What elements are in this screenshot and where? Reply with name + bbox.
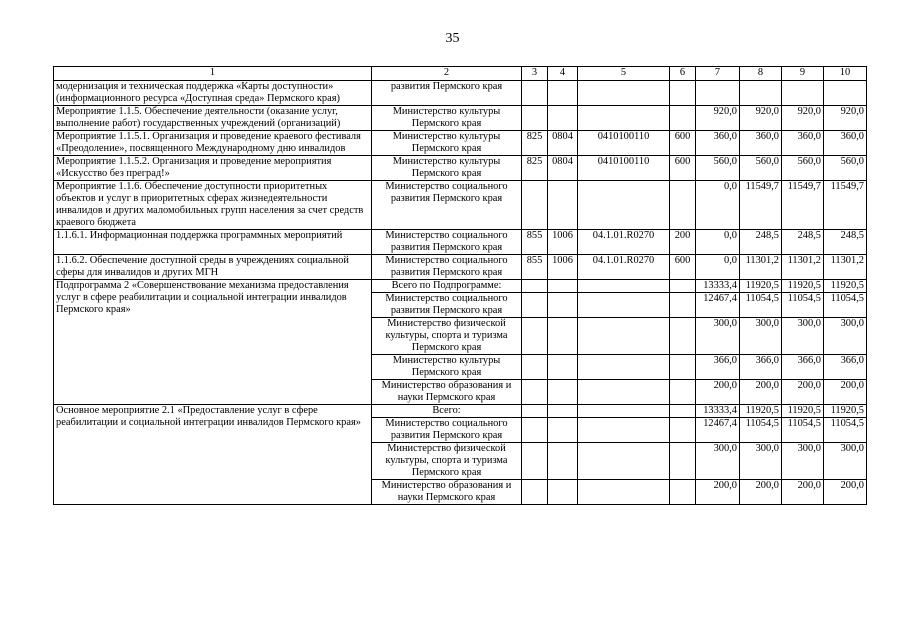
executor-cell: Министерство культуры Пермского края bbox=[372, 355, 522, 380]
value-cell: 920,0 bbox=[824, 106, 867, 131]
value-cell: 11920,5 bbox=[740, 280, 782, 293]
value-cell bbox=[578, 106, 670, 131]
value-cell: 855 bbox=[522, 255, 548, 280]
value-cell bbox=[522, 293, 548, 318]
value-cell: 0804 bbox=[548, 131, 578, 156]
table-row bbox=[54, 156, 867, 181]
value-cell: 560,0 bbox=[696, 156, 740, 181]
value-cell: 11301,2 bbox=[782, 255, 824, 280]
value-cell: 11920,5 bbox=[782, 280, 824, 293]
value-cell bbox=[578, 443, 670, 480]
executor-cell: Министерство социального развития Пермского края bbox=[372, 255, 522, 280]
value-cell bbox=[670, 480, 696, 505]
executor-cell: Всего: bbox=[372, 405, 522, 418]
value-cell bbox=[522, 443, 548, 480]
value-cell bbox=[578, 81, 670, 106]
executor-cell: Министерство культуры Пермского края bbox=[372, 131, 522, 156]
value-cell bbox=[670, 318, 696, 355]
value-cell bbox=[578, 355, 670, 380]
value-cell bbox=[548, 318, 578, 355]
value-cell: 560,0 bbox=[740, 156, 782, 181]
value-cell bbox=[670, 106, 696, 131]
table-row bbox=[54, 106, 867, 131]
value-cell: 11549,7 bbox=[824, 181, 867, 230]
value-cell: 825 bbox=[522, 156, 548, 181]
executor-cell: Министерство социального развития Пермского края bbox=[372, 418, 522, 443]
value-cell: 11549,7 bbox=[740, 181, 782, 230]
value-cell: 248,5 bbox=[782, 230, 824, 255]
value-cell: 11054,5 bbox=[782, 418, 824, 443]
value-cell: 04.1.01.R0270 bbox=[578, 255, 670, 280]
value-cell: 200,0 bbox=[740, 480, 782, 505]
value-cell: 366,0 bbox=[824, 355, 867, 380]
value-cell: 920,0 bbox=[782, 106, 824, 131]
value-cell: 360,0 bbox=[782, 131, 824, 156]
row-name-cell: 1.1.6.1. Информационная поддержка программных мероприятий bbox=[54, 230, 372, 255]
value-cell bbox=[578, 380, 670, 405]
row-name-cell: Подпрограмма 2 «Совершенствование механизма предоставления услуг в сфере реабилитации и социальной интеграции инвалидов Пермского края» bbox=[54, 280, 372, 405]
table-row bbox=[54, 181, 867, 230]
value-cell: 300,0 bbox=[782, 318, 824, 355]
value-cell: 12467,4 bbox=[696, 418, 740, 443]
value-cell: 0804 bbox=[548, 156, 578, 181]
value-cell bbox=[670, 280, 696, 293]
value-cell: 560,0 bbox=[824, 156, 867, 181]
value-cell: 11054,5 bbox=[824, 418, 867, 443]
value-cell: 366,0 bbox=[740, 355, 782, 380]
executor-cell: Министерство образования и науки Пермского края bbox=[372, 480, 522, 505]
table-row bbox=[54, 131, 867, 156]
value-cell bbox=[670, 380, 696, 405]
value-cell: 1006 bbox=[548, 230, 578, 255]
value-cell bbox=[578, 480, 670, 505]
row-name-cell: 1.1.6.2. Обеспечение доступной среды в учреждениях социальной сферы для инвалидов и других МГН bbox=[54, 255, 372, 280]
value-cell bbox=[782, 81, 824, 106]
value-cell bbox=[522, 480, 548, 505]
value-cell bbox=[548, 418, 578, 443]
value-cell: 300,0 bbox=[740, 443, 782, 480]
value-cell: 300,0 bbox=[824, 318, 867, 355]
value-cell bbox=[670, 81, 696, 106]
value-cell: 300,0 bbox=[696, 318, 740, 355]
value-cell bbox=[578, 181, 670, 230]
value-cell: 11920,5 bbox=[782, 405, 824, 418]
row-name-cell: Мероприятие 1.1.5.2. Организация и проведение мероприятия «Искусство без преград!» bbox=[54, 156, 372, 181]
value-cell: 300,0 bbox=[696, 443, 740, 480]
value-cell: 0,0 bbox=[696, 255, 740, 280]
column-header: 1 bbox=[54, 67, 372, 81]
value-cell: 920,0 bbox=[696, 106, 740, 131]
value-cell: 560,0 bbox=[782, 156, 824, 181]
value-cell: 366,0 bbox=[696, 355, 740, 380]
executor-cell: Министерство социального развития Пермского края bbox=[372, 230, 522, 255]
value-cell: 1006 bbox=[548, 255, 578, 280]
value-cell bbox=[548, 81, 578, 106]
row-name-cell: модернизация и техническая поддержка «Карты доступности» (информационного ресурса «Доступная среда» Пермского края) bbox=[54, 81, 372, 106]
table-row bbox=[54, 81, 867, 106]
value-cell: 600 bbox=[670, 131, 696, 156]
value-cell bbox=[578, 280, 670, 293]
value-cell bbox=[522, 280, 548, 293]
value-cell: 11054,5 bbox=[824, 293, 867, 318]
value-cell: 248,5 bbox=[824, 230, 867, 255]
column-header: 6 bbox=[670, 67, 696, 81]
executor-cell: Министерство культуры Пермского края bbox=[372, 156, 522, 181]
executor-cell: Министерство социального развития Пермского края bbox=[372, 181, 522, 230]
value-cell bbox=[578, 293, 670, 318]
value-cell: 855 bbox=[522, 230, 548, 255]
value-cell: 11054,5 bbox=[740, 418, 782, 443]
value-cell: 200,0 bbox=[824, 480, 867, 505]
value-cell: 13333,4 bbox=[696, 280, 740, 293]
value-cell: 200,0 bbox=[696, 380, 740, 405]
value-cell: 11054,5 bbox=[782, 293, 824, 318]
column-header: 5 bbox=[578, 67, 670, 81]
value-cell bbox=[522, 380, 548, 405]
value-cell bbox=[670, 293, 696, 318]
value-cell: 360,0 bbox=[740, 131, 782, 156]
value-cell: 200,0 bbox=[696, 480, 740, 505]
value-cell bbox=[670, 443, 696, 480]
value-cell: 0410100110 bbox=[578, 156, 670, 181]
budget-table bbox=[53, 66, 867, 505]
executor-cell: Министерство социального развития Пермского края bbox=[372, 293, 522, 318]
executor-cell: Министерство образования и науки Пермского края bbox=[372, 380, 522, 405]
value-cell: 825 bbox=[522, 131, 548, 156]
value-cell: 11549,7 bbox=[782, 181, 824, 230]
value-cell bbox=[522, 355, 548, 380]
table-row bbox=[54, 405, 867, 418]
value-cell: 600 bbox=[670, 156, 696, 181]
executor-cell: Министерство физической культуры, спорта и туризма Пермского края bbox=[372, 443, 522, 480]
row-name-cell: Мероприятие 1.1.6. Обеспечение доступности приоритетных объектов и услуг в приоритетных сферах жизнедеятельности инвалидов и других маломобильных групп населения за счет средств краевого бюджета bbox=[54, 181, 372, 230]
executor-cell: развития Пермского края bbox=[372, 81, 522, 106]
value-cell bbox=[670, 418, 696, 443]
page-number: 35 bbox=[445, 31, 460, 46]
value-cell: 0410100110 bbox=[578, 131, 670, 156]
value-cell bbox=[548, 106, 578, 131]
table-header-row bbox=[54, 67, 867, 81]
value-cell: 300,0 bbox=[824, 443, 867, 480]
column-header: 4 bbox=[548, 67, 578, 81]
value-cell: 200,0 bbox=[740, 380, 782, 405]
value-cell bbox=[548, 480, 578, 505]
value-cell: 11920,5 bbox=[740, 405, 782, 418]
value-cell bbox=[548, 405, 578, 418]
value-cell: 200,0 bbox=[782, 380, 824, 405]
value-cell bbox=[824, 81, 867, 106]
value-cell: 11301,2 bbox=[824, 255, 867, 280]
column-header: 2 bbox=[372, 67, 522, 81]
column-header: 8 bbox=[740, 67, 782, 81]
value-cell: 200 bbox=[670, 230, 696, 255]
value-cell: 200,0 bbox=[782, 480, 824, 505]
value-cell: 300,0 bbox=[740, 318, 782, 355]
value-cell bbox=[522, 318, 548, 355]
value-cell: 0,0 bbox=[696, 181, 740, 230]
value-cell: 360,0 bbox=[696, 131, 740, 156]
value-cell: 600 bbox=[670, 255, 696, 280]
executor-cell: Министерство культуры Пермского края bbox=[372, 106, 522, 131]
row-name-cell: Мероприятие 1.1.5.1. Организация и проведение краевого фестиваля «Преодоление», посвященного Международному дню инвалидов bbox=[54, 131, 372, 156]
value-cell: 12467,4 bbox=[696, 293, 740, 318]
row-name-cell: Мероприятие 1.1.5. Обеспечение деятельности (оказание услуг, выполнение работ) государственных учреждений (организаций) bbox=[54, 106, 372, 131]
value-cell: 360,0 bbox=[824, 131, 867, 156]
column-header: 9 bbox=[782, 67, 824, 81]
value-cell: 04.1.01.R0270 bbox=[578, 230, 670, 255]
value-cell bbox=[522, 405, 548, 418]
value-cell bbox=[548, 181, 578, 230]
value-cell bbox=[578, 418, 670, 443]
executor-cell: Всего по Подпрограмме: bbox=[372, 280, 522, 293]
value-cell: 11301,2 bbox=[740, 255, 782, 280]
value-cell: 366,0 bbox=[782, 355, 824, 380]
value-cell bbox=[522, 106, 548, 131]
table-row bbox=[54, 230, 867, 255]
value-cell bbox=[522, 81, 548, 106]
value-cell bbox=[548, 280, 578, 293]
value-cell bbox=[696, 81, 740, 106]
value-cell: 11054,5 bbox=[740, 293, 782, 318]
row-name-cell: Основное мероприятие 2.1 «Предоставление услуг в сфере реабилитации и социальной интеграции инвалидов Пермского края» bbox=[54, 405, 372, 505]
value-cell: 13333,4 bbox=[696, 405, 740, 418]
value-cell: 920,0 bbox=[740, 106, 782, 131]
value-cell: 11920,5 bbox=[824, 405, 867, 418]
value-cell bbox=[578, 318, 670, 355]
value-cell bbox=[670, 181, 696, 230]
value-cell bbox=[522, 181, 548, 230]
value-cell bbox=[740, 81, 782, 106]
value-cell bbox=[670, 405, 696, 418]
column-header: 3 bbox=[522, 67, 548, 81]
column-header: 10 bbox=[824, 67, 867, 81]
value-cell bbox=[548, 380, 578, 405]
value-cell: 300,0 bbox=[782, 443, 824, 480]
value-cell bbox=[548, 443, 578, 480]
value-cell: 11920,5 bbox=[824, 280, 867, 293]
value-cell: 248,5 bbox=[740, 230, 782, 255]
value-cell bbox=[578, 405, 670, 418]
executor-cell: Министерство физической культуры, спорта и туризма Пермского края bbox=[372, 318, 522, 355]
value-cell: 200,0 bbox=[824, 380, 867, 405]
value-cell bbox=[548, 293, 578, 318]
value-cell bbox=[670, 355, 696, 380]
value-cell: 0,0 bbox=[696, 230, 740, 255]
table-row bbox=[54, 280, 867, 293]
value-cell bbox=[522, 418, 548, 443]
value-cell bbox=[548, 355, 578, 380]
column-header: 7 bbox=[696, 67, 740, 81]
table-row bbox=[54, 255, 867, 280]
